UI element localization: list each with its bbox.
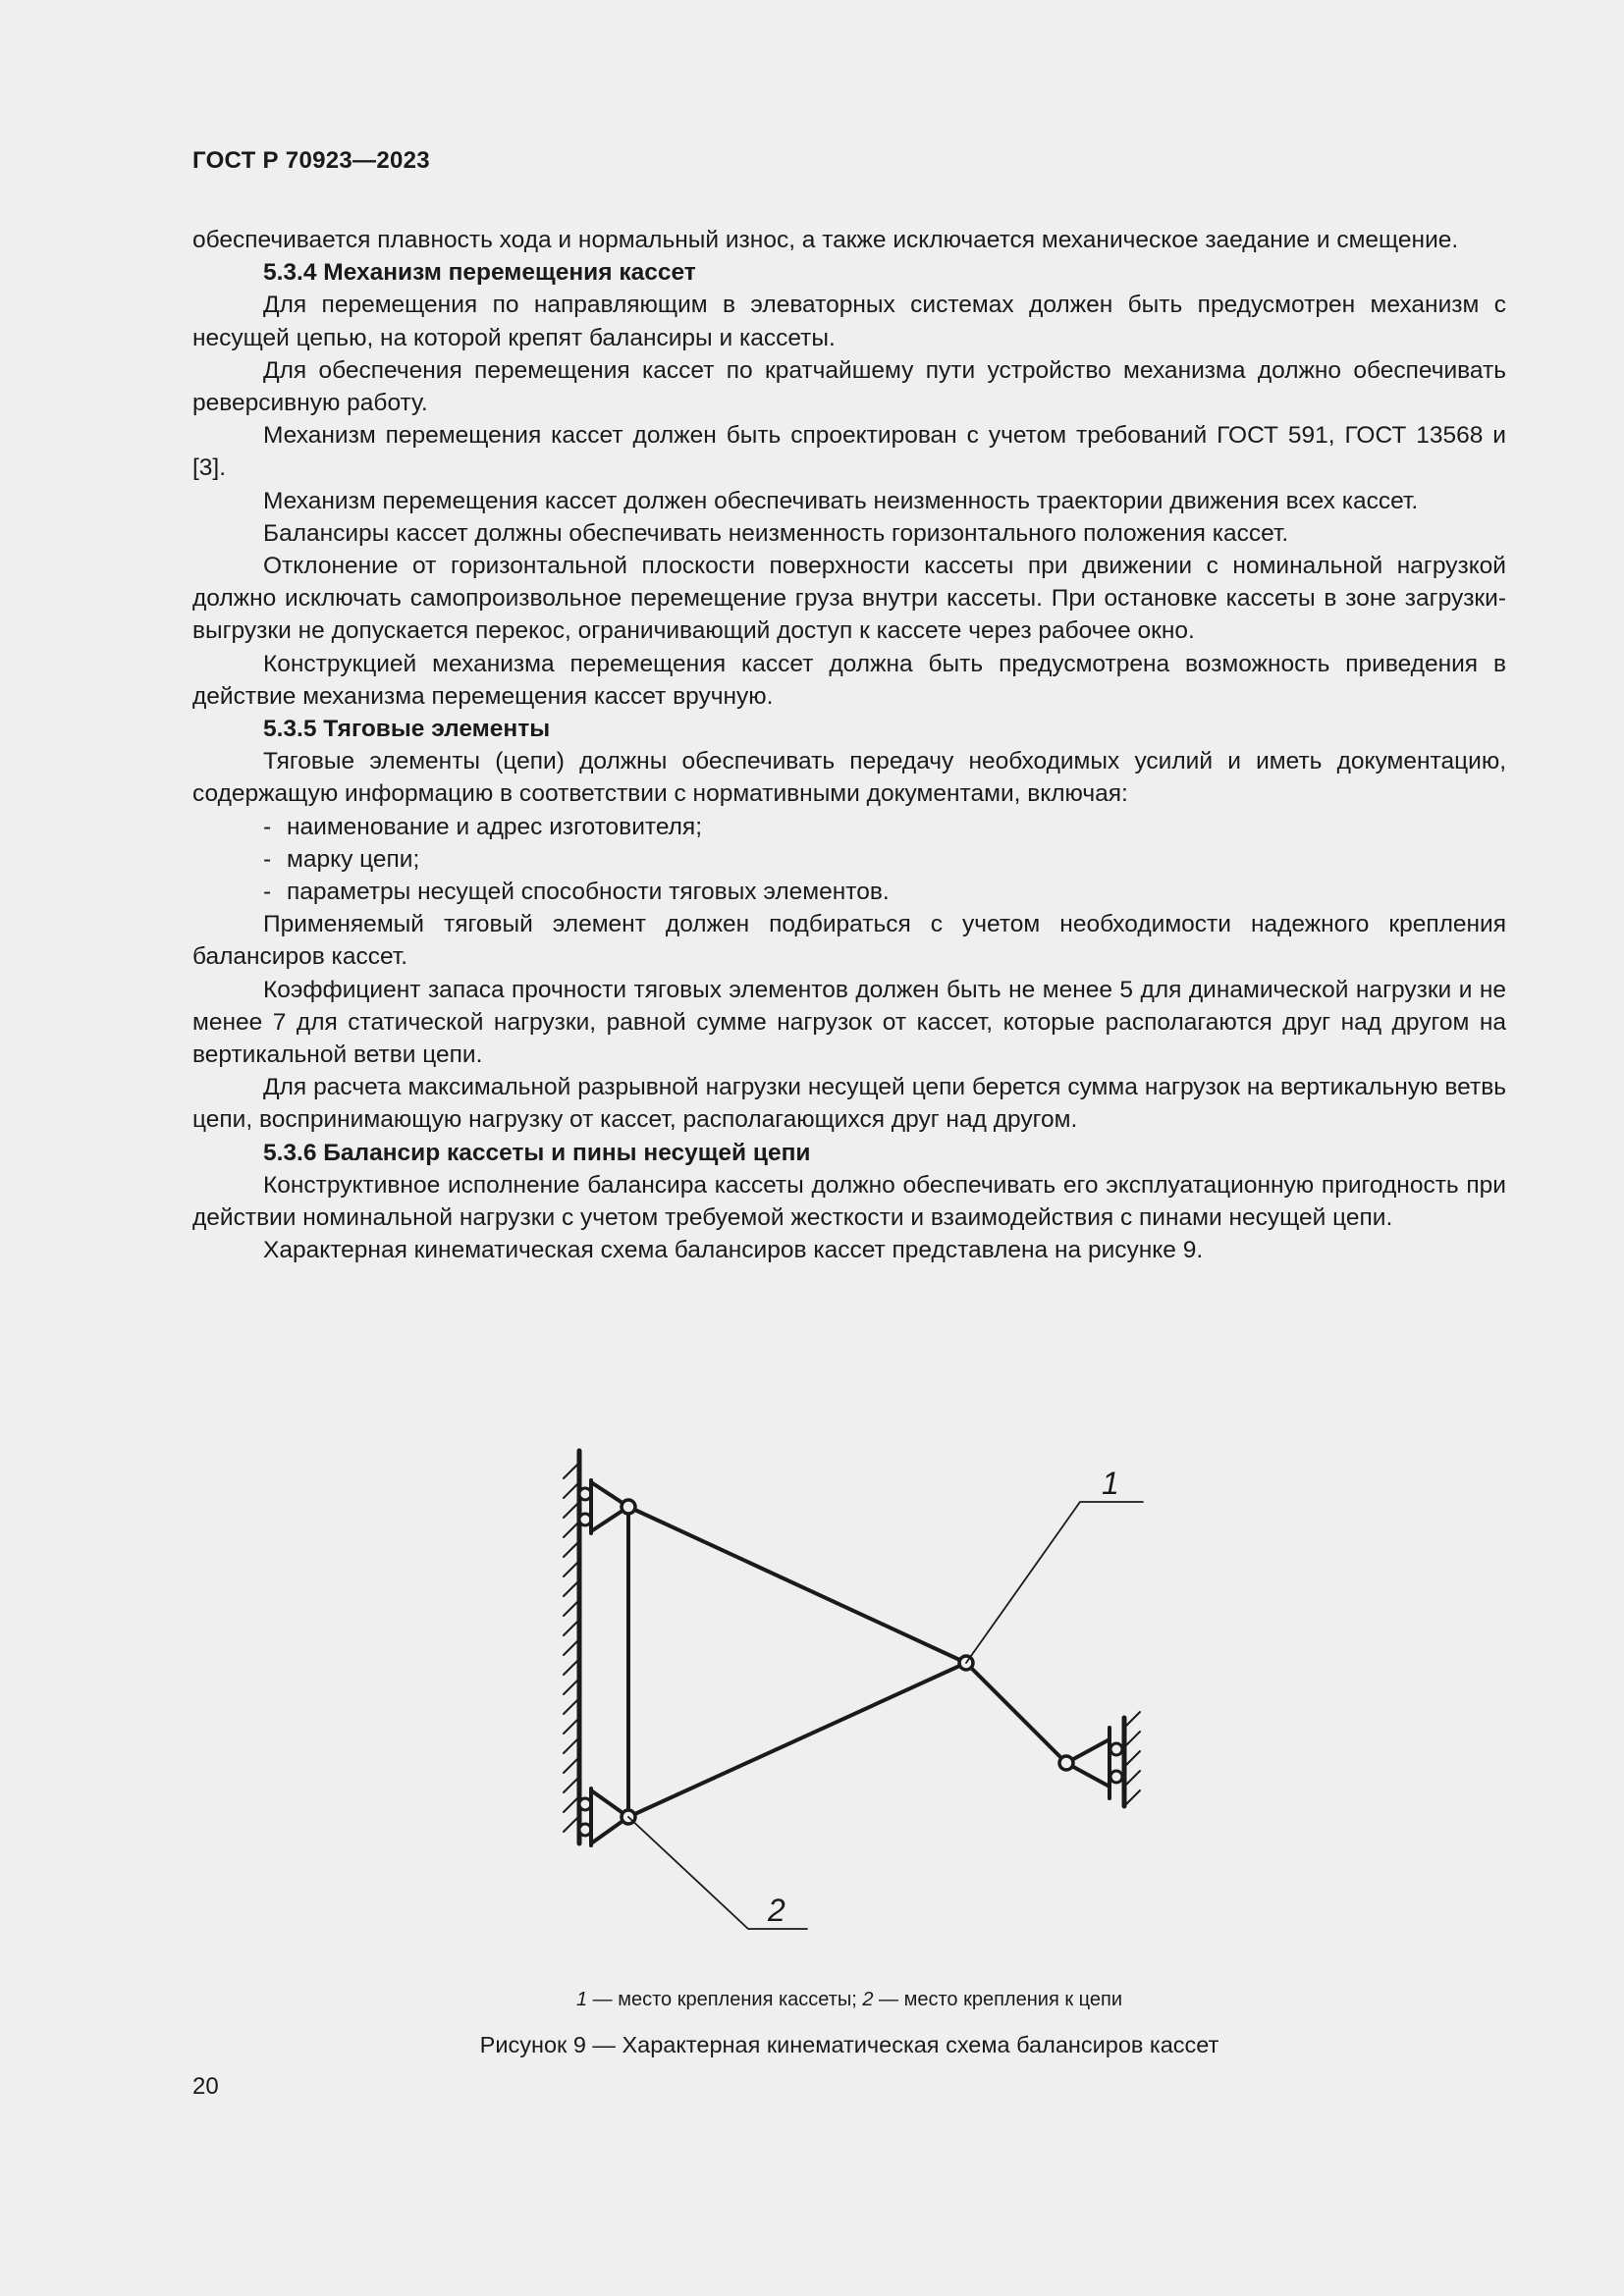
list-item bbox=[192, 811, 1506, 843]
paragraph: Конструкцией механизма перемещения кассет должна быть предусмотрена возможность приведения в действие механизма перемещения кассет вручную. bbox=[192, 650, 1506, 710]
section-heading-5-3-5: 5.3.5 Тяговые элементы bbox=[263, 716, 551, 743]
list-item bbox=[192, 843, 1506, 876]
paragraph: Тяговые элементы (цепи) должны обеспечивать передачу необходимых усилий и иметь документацию, содержащую информацию в соответствии с нормативными документами, включая: bbox=[192, 748, 1506, 808]
callout-label-1: 1 bbox=[1102, 1466, 1119, 1501]
hinge-top bbox=[622, 1500, 635, 1514]
paragraph: Коэффициент запаса прочности тяговых элементов должен быть не менее 5 для динамической нагрузки и не менее 7 для статической нагрузки, равной сумме нагрузок от кассет, которые располагаются друг над другом на вертикальной ветви цепи. bbox=[192, 976, 1506, 1069]
paragraph: Балансиры кассет должны обеспечивать неизменность горизонтального положения кассет. bbox=[263, 519, 1289, 547]
legend-number-1: 1 bbox=[576, 1989, 588, 2010]
callout-label-2: 2 bbox=[768, 1893, 785, 1928]
legend-number-2: 2 bbox=[862, 1989, 874, 2010]
upper-link bbox=[628, 1507, 966, 1663]
paragraph: Отклонение от горизонтальной плоскости поверхности кассеты при движении с номинальной нагрузкой должно исключать самопроизвольное перемещение груза внутри кассеты. При остановке кассеты в зоне загрузки-выгрузки не допускается перекос, ограничивающий доступ к кассете через рабочее окно. bbox=[192, 553, 1506, 645]
paragraph: Характерная кинематическая схема балансиров кассет представлена на рисунке 9. bbox=[263, 1237, 1204, 1264]
list-item-text: параметры несущей способности тяговых элементов. bbox=[287, 879, 890, 906]
paragraph: Механизм перемещения кассет должен обеспечивать неизменность траектории движения всех кассет. bbox=[263, 487, 1419, 514]
balancer-link bbox=[966, 1663, 1066, 1763]
list-dash: - bbox=[263, 879, 272, 906]
kinematic-diagram-svg bbox=[530, 1433, 1178, 1963]
right-sliding-support bbox=[1066, 1712, 1140, 1806]
paragraph: Для обеспечения перемещения кассет по кратчайшему пути устройство механизма должно обеспечивать реверсивную работу. bbox=[192, 356, 1506, 417]
list-item bbox=[192, 876, 1506, 908]
kinematic-diagram bbox=[530, 1433, 1178, 1963]
legend-text-2: — место крепления к цепи bbox=[873, 1989, 1122, 2010]
hinge-right bbox=[1059, 1756, 1073, 1770]
leader-line-1 bbox=[966, 1502, 1143, 1663]
legend-text-1: — место крепления кассеты; bbox=[587, 1989, 863, 2010]
paragraph: Для перемещения по направляющим в элеваторных системах должен быть предусмотрен механизм с несущей цепью, на которой крепят балансиры и кассеты. bbox=[192, 292, 1506, 351]
list-dash: - bbox=[263, 845, 272, 873]
list-item-text: марку цепи; bbox=[287, 845, 420, 873]
paragraph: обеспечивается плавность хода и нормальный износ, а также исключается механическое заедание и смещение. bbox=[192, 227, 1459, 253]
document-header: ГОСТ Р 70923—2023 bbox=[192, 147, 430, 174]
figure-legend bbox=[192, 1989, 1506, 2011]
section-heading-5-3-4: 5.3.4 Механизм перемещения кассет bbox=[263, 259, 696, 287]
paragraph: Применяемый тяговый элемент должен подбираться с учетом необходимости надежного крепления балансиров кассет. bbox=[192, 911, 1506, 971]
document-body bbox=[192, 224, 1506, 1267]
lower-link bbox=[628, 1663, 966, 1817]
section-heading-5-3-6: 5.3.6 Балансир кассеты и пины несущей цепи bbox=[263, 1139, 811, 1166]
paragraph: Конструктивное исполнение балансира кассеты должно обеспечивать его эксплуатационную пригодность при действии номинальной нагрузки с учетом требуемой жесткости и взаимодействия с пинами несущей цепи. bbox=[192, 1171, 1506, 1232]
page-number: 20 bbox=[192, 2073, 219, 2100]
list-item-text: наименование и адрес изготовителя; bbox=[287, 813, 703, 840]
paragraph: Механизм перемещения кассет должен быть спроектирован с учетом требований ГОСТ 591, ГОСТ 13568 и [3]. bbox=[192, 422, 1506, 482]
paragraph: Для расчета максимальной разрывной нагрузки несущей цепи берется сумма нагрузок на вертикальную ветвь цепи, воспринимающую нагрузку от кассет, располагающихся друг над другом. bbox=[192, 1074, 1506, 1134]
figure-caption: Рисунок 9 — Характерная кинематическая схема балансиров кассет bbox=[479, 2032, 1219, 2057]
list-dash: - bbox=[263, 813, 272, 840]
